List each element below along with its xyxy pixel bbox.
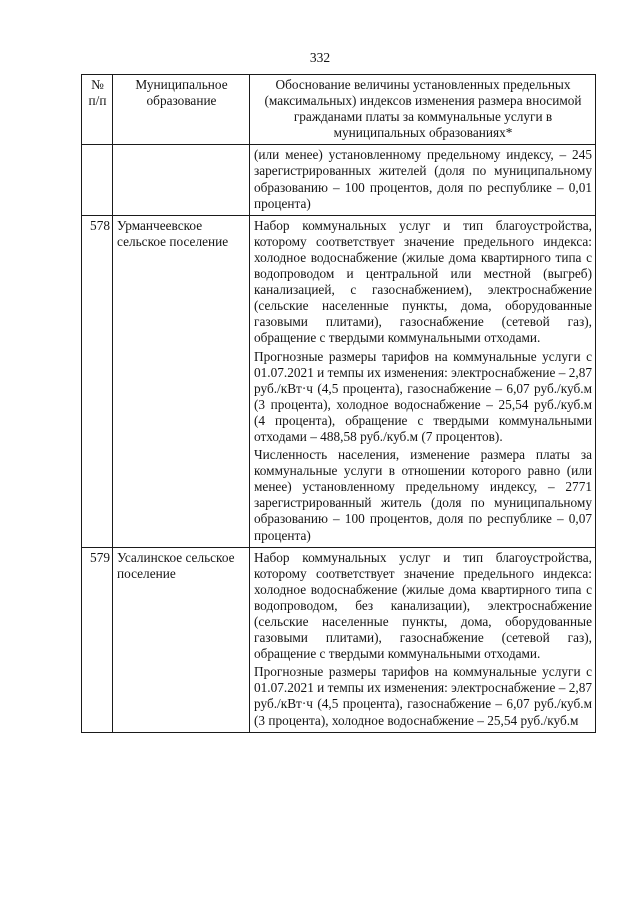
table-header-row [82,75,596,145]
justification-paragraph: Набор коммунальных услуг и тип благоустройства, которому соответствует значение предельного индекса: холодное водоснабжение (жилые дома квартирного типа с водопроводом, без канализации), электроснабжение (сельские населенные пункты, дома, оборудованные газовыми плитами), газоснабжение (сетевой газ), обращение с твердыми коммунальными отходами. [254,549,592,662]
row-justification [250,145,596,215]
header-justification: Обоснование величины установленных предельных (максимальных) индексов изменения размера вносимой гражданами платы за коммунальные услуги в муниципальных образованиях* [250,75,596,145]
row-number: 579 [82,547,113,732]
tariff-index-table [81,74,596,733]
header-number: № п/п [82,75,113,145]
row-justification [250,215,596,547]
justification-paragraph: Прогнозные размеры тарифов на коммунальные услуги с 01.07.2021 и темпы их изменения: электроснабжение – 2,87 руб./кВт·ч (4,5 процента), газоснабжение – 6,07 руб./куб.м (3 процента), холодное водоснабжение – 25,54 руб./куб.м (4 процента), обращение с твердыми коммунальными отходами – 488,58 руб./куб.м (7 процентов). [254,348,592,444]
page-number: 332 [309,50,331,65]
row-municipality [113,145,250,215]
row-municipality: Урманчеевское сельское поселение [113,215,250,547]
table-row [82,215,596,547]
row-justification [250,547,596,732]
justification-paragraph: Прогнозные размеры тарифов на коммунальные услуги с 01.07.2021 и темпы их изменения: электроснабжение – 2,87 руб./кВт·ч (4,5 процента), газоснабжение – 6,07 руб./куб.м (3 процента), холодное водоснабжение – 25,54 руб./куб.м [254,664,592,728]
justification-paragraph: Численность населения, изменение размера платы за коммунальные услуги в отношении которого равно (или менее) установленному предельному индексу, – 2771 зарегистрированный житель (доля по муниципальному образованию – 100 процентов, доля по республике – 0,07 процента) [254,447,592,543]
table-row [82,145,596,215]
row-municipality: Усалинское сельское поселение [113,547,250,732]
justification-paragraph: Набор коммунальных услуг и тип благоустройства, которому соответствует значение предельного индекса: холодное водоснабжение (жилые дома квартирного типа с водопроводом и центральной или местной (выгреб) канализацией, с газоснабжением), электроснабжение (сельские населенные пункты, дома, оборудованные газовыми плитами), газоснабжение (сетевой газ), обращение с твердыми коммунальными отходами. [254,217,592,346]
row-number [82,145,113,215]
header-municipality: Муниципальное образование [113,75,250,145]
row-number: 578 [82,215,113,547]
table-row [82,547,596,732]
justification-paragraph: (или менее) установленному предельному индексу, – 245 зарегистрированных жителей (доля по муниципальному образованию – 100 процентов, доля по республике – 0,01 процента) [254,147,592,211]
